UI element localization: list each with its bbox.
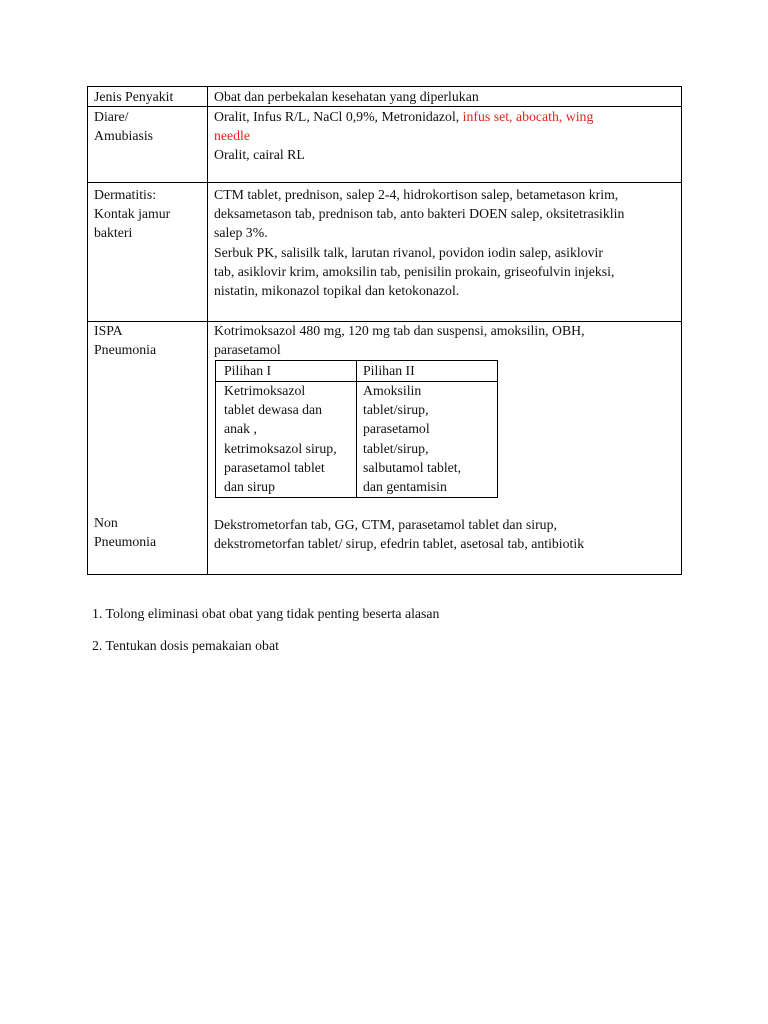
header-disease: Jenis Penyakit (94, 89, 174, 104)
row-divider (88, 182, 681, 183)
column-divider (207, 87, 208, 574)
pilihan-2-content: Amoksilin tablet/sirup, parasetamol tablet/sirup, salbutamol tablet, dan gentamisin (363, 383, 462, 495)
pilihan-header-1: Pilihan I (224, 363, 272, 378)
medication-non-pneumonia: Dekstrometorfan tab, GG, CTM, parasetamol tablet dan sirup, dekstrometorfan tablet/ sirup, efedrin tablet, asetosal tab, antibiotik (214, 517, 585, 552)
highlighted-medication-text: infus set, abocath, wing (459, 109, 594, 124)
highlighted-medication-text: needle (214, 128, 251, 144)
medication-dermatitis: CTM tablet, prednison, salep 2-4, hidrokortison salep, betametason krim, deksametason tab, prednison tab, anto bakteri DOEN salep, oksitetrasiklin salep 3%. Serbuk PK, salisilk talk, larutan rivanol, povidon iodin salep, asiklovir tab, asiklovir krim, amoksilin tab, penisilin prokain, griseofulvin injeksi, nistatin, mikonazol topikal dan ketokonazol. (214, 187, 625, 299)
medication-diare: Oralit, Infus R/L, NaCl 0,9%, Metronidazol, infus set, abocath, wing needle Oralit, cairal RL (214, 107, 678, 165)
disease-dermatitis: Dermatitis: Kontak jamur bakteri (94, 187, 171, 241)
question-1: 1. Tolong eliminasi obat obat yang tidak penting beserta alasan (92, 606, 440, 621)
medication-table (87, 86, 682, 575)
header-medication: Obat dan perbekalan kesehatan yang diperlukan (214, 89, 479, 104)
pilihan-1-content: Ketrimoksazol tablet dewasa dan anak , ketrimoksazol sirup, parasetamol tablet dan sirup (224, 383, 337, 495)
pilihan-table (215, 360, 498, 498)
pilihan-header-2: Pilihan II (363, 363, 415, 378)
disease-non-pneumonia: Non Pneumonia (94, 515, 157, 550)
medication-ispa: Kotrimoksazol 480 mg, 120 mg tab dan suspensi, amoksilin, OBH, parasetamol (214, 323, 585, 358)
medication-text: Oralit, Infus R/L, NaCl 0,9%, Metronidazol, (214, 109, 460, 124)
disease-ispa: ISPA Pneumonia (94, 323, 157, 358)
disease-diare: Diare/ Amubiasis (94, 109, 154, 144)
question-2: 2. Tentukan dosis pemakaian obat (92, 638, 279, 653)
